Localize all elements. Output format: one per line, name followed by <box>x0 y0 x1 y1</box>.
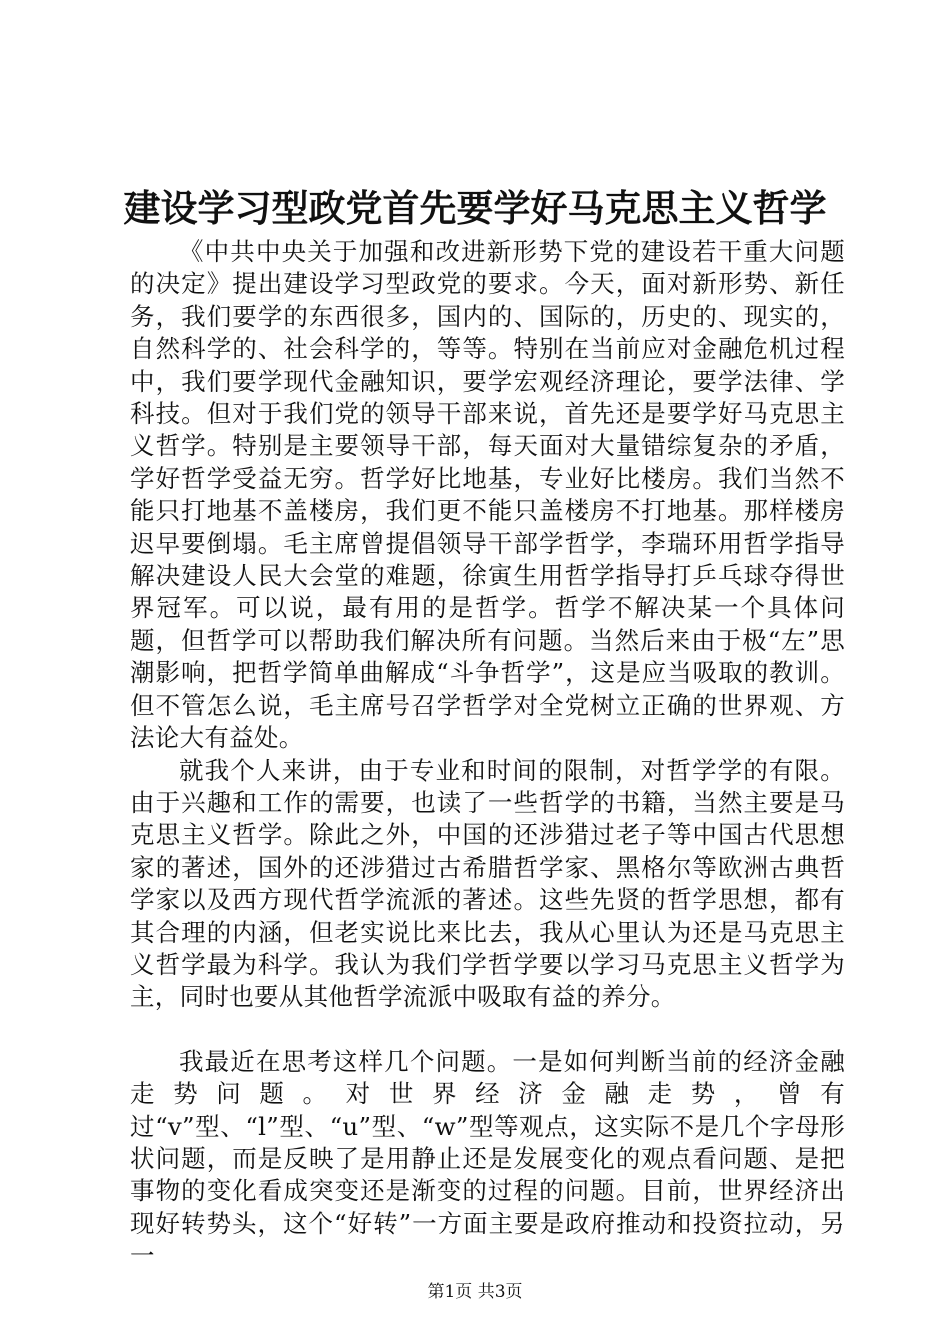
paragraph-3: 我最近在思考这样几个问题。一是如何判断当前的经济金融走势问题。对世界经济金融走势，曾有过“v”型、“l”型、“u”型、“w”型等观点，这实际不是几个字母形状问题，而是反映了是用静止还是发展变化的观点看问题、是把事物的变化看成突变还是渐变的过程的问题。目前，世界经济出现好转势头，这个“好转”一方面主要是政府推动和投资拉动，另一 <box>130 1046 845 1271</box>
document-body <box>130 236 845 1273</box>
paragraph-1: 《中共中央关于加强和改进新形势下党的建设若干重大问题的决定》提出建设学习型政党的要求。今天，面对新形势、新任务，我们要学的东西很多，国内的、国际的，历史的、现实的，自然科学的、社会科学的，等等。特别在当前应对金融危机过程中，我们要学现代金融知识，要学宏观经济理论，要学法律、学科技。但对于我们党的领导干部来说，首先还是要学好马克思主义哲学。特别是主要领导干部，每天面对大量错综复杂的矛盾，学好哲学受益无穷。哲学好比地基，专业好比楼房。我们当然不能只打地基不盖楼房，我们更不能只盖楼房不打地基。那样楼房迟早要倒塌。毛主席曾提倡领导干部学哲学，李瑞环用哲学指导解决建设人民大会堂的难题，徐寅生用哲学指导打乒乓球夺得世界冠军。可以说，最有用的是哲学。哲学不解决某一个具体问题，但哲学可以帮助我们解决所有问题。当然后来由于极“左”思潮影响，把哲学简单曲解成“斗争哲学”，这是应当吸取的教训。但不管怎么说，毛主席号召学哲学对全党树立正确的世界观、方法论大有益处。 <box>130 237 845 753</box>
page-footer: 第1页 共3页 <box>427 1282 523 1302</box>
document-title: 建设学习型政党首先要学好马克思主义哲学 <box>123 186 827 230</box>
paragraph-2: 就我个人来讲，由于专业和时间的限制，对哲学学的有限。由于兴趣和工作的需要，也读了一些哲学的书籍，当然主要是马克思主义哲学。除此之外，中国的还涉猎过老子等中国古代思想家的著述，国外的还涉猎过古希腊哲学家、黑格尔等欧洲古典哲学家以及西方现代哲学流派的著述。这些先贤的哲学思想，都有其合理的内涵，但老实说比来比去，我从心里认为还是马克思主义哲学最为科学。我认为我们学哲学要以学习马克思主义哲学为主，同时也要从其他哲学流派中吸取有益的养分。 <box>130 755 845 1012</box>
